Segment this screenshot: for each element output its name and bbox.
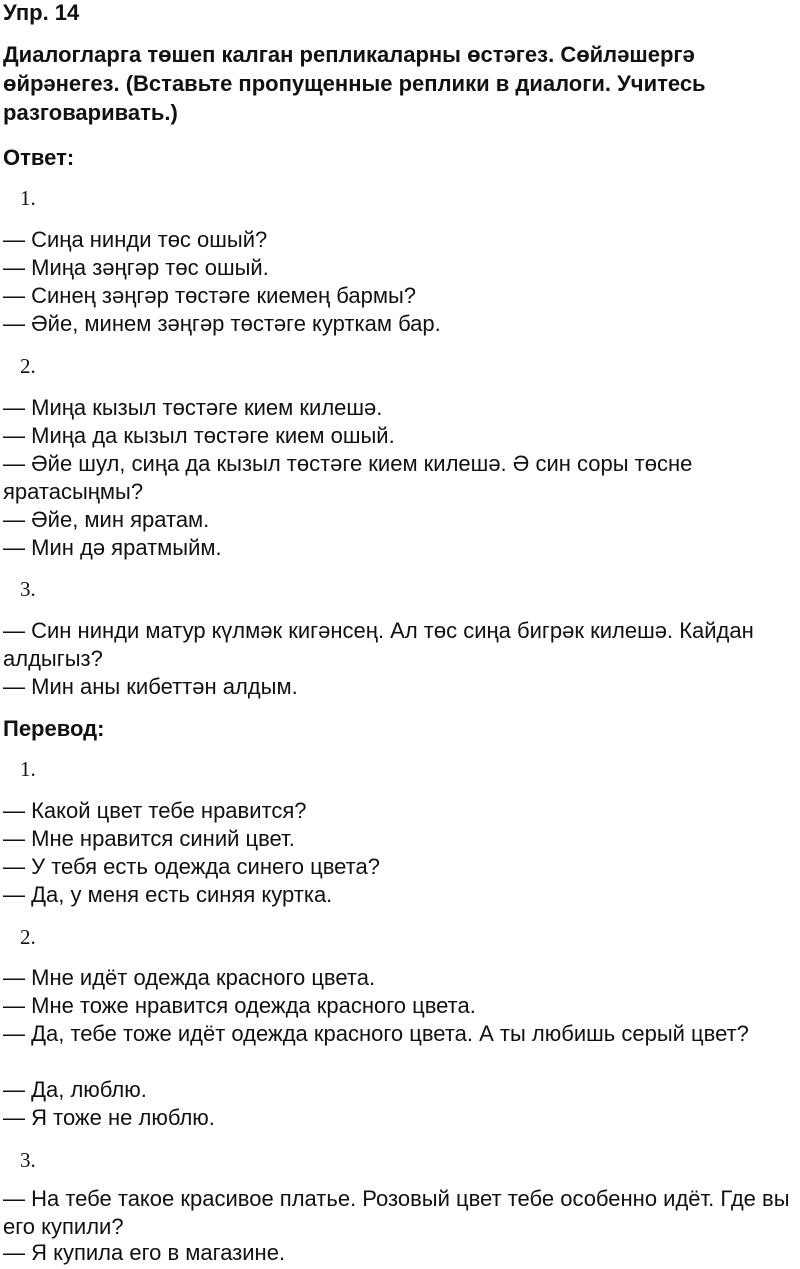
translation-dialog-2-line: — Мне тоже нравится одежда красного цвета. <box>3 993 476 1018</box>
translation-dialog-3-line: — На тебе такое красивое платье. Розовый цвет тебе особенно идёт. Где вы его купили? <box>3 1186 790 1239</box>
answer-dialog-1-line: — Синең зәңгәр төстәге киемең бармы? <box>3 283 417 308</box>
answer-dialog-2-line: — Әйе, мин яратам. <box>3 507 210 532</box>
answer-dialog-2-number: 2. <box>20 354 36 378</box>
translation-dialog-1-line: — Да, у меня есть синяя куртка. <box>3 882 333 907</box>
translation-dialog-2-line: — Мне идёт одежда красного цвета. <box>3 965 376 990</box>
answer-dialog-1-line: — Әйе, минем зәңгәр төстәге курткам бар. <box>3 311 441 336</box>
answer-dialog-2-line: — Әйе шул, сиңа да кызыл төстәге кием килешә. Ә син соры төсне яратасыңмы? <box>3 451 693 504</box>
translation-dialog-2-line: — Да, тебе тоже идёт одежда красного цвета. А ты любишь серый цвет? <box>3 1021 749 1046</box>
answer-dialog-1-number: 1. <box>20 186 36 210</box>
translation-dialog-1-line: — У тебя есть одежда синего цвета? <box>3 854 380 879</box>
translation-dialog-3-line: — Я купила его в магазине. <box>3 1240 286 1265</box>
translation-dialog-1-line: — Какой цвет тебе нравится? <box>3 798 307 823</box>
answer-dialog-1-line: — Сиңа нинди төс ошый? <box>3 227 268 252</box>
exercise-task: Диалогларга төшеп калган репликаларны өстәгез. Сөйләшергә өйрәнегез. (Вставьте пропущенные реплики в диалоги. Учитесь разговаривать.) <box>3 42 706 125</box>
translation-dialog-1-number: 1. <box>20 757 36 781</box>
translation-dialog-1-line: — Мне нравится синий цвет. <box>3 826 295 851</box>
answer-dialog-2-line: — Миңа да кызыл төстәге кием ошый. <box>3 423 395 448</box>
translation-dialog-2-number: 2. <box>20 925 36 949</box>
answer-dialog-2-line: — Мин дә яратмыйм. <box>3 535 222 560</box>
answer-dialog-3-number: 3. <box>20 577 36 601</box>
translation-heading: Перевод: <box>3 716 105 741</box>
answer-dialog-3-line: — Син нинди матур күлмәк кигәнсең. Ал төс сиңа бигрәк килешә. Кайдан алдыгыз? <box>3 618 754 671</box>
exercise-title: Упр. 14 <box>3 0 80 25</box>
answer-heading: Ответ: <box>3 145 75 170</box>
answer-dialog-3-line: — Мин аны кибеттән алдым. <box>3 674 298 699</box>
translation-dialog-3-number: 3. <box>20 1148 36 1172</box>
answer-dialog-2-line: — Миңа кызыл төстәге кием килешә. <box>3 395 383 420</box>
answer-dialog-1-line: — Миңа зәңгәр төс ошый. <box>3 255 269 280</box>
translation-dialog-2-line: — Я тоже не люблю. <box>3 1105 215 1130</box>
translation-dialog-2-line: — Да, люблю. <box>3 1077 147 1102</box>
